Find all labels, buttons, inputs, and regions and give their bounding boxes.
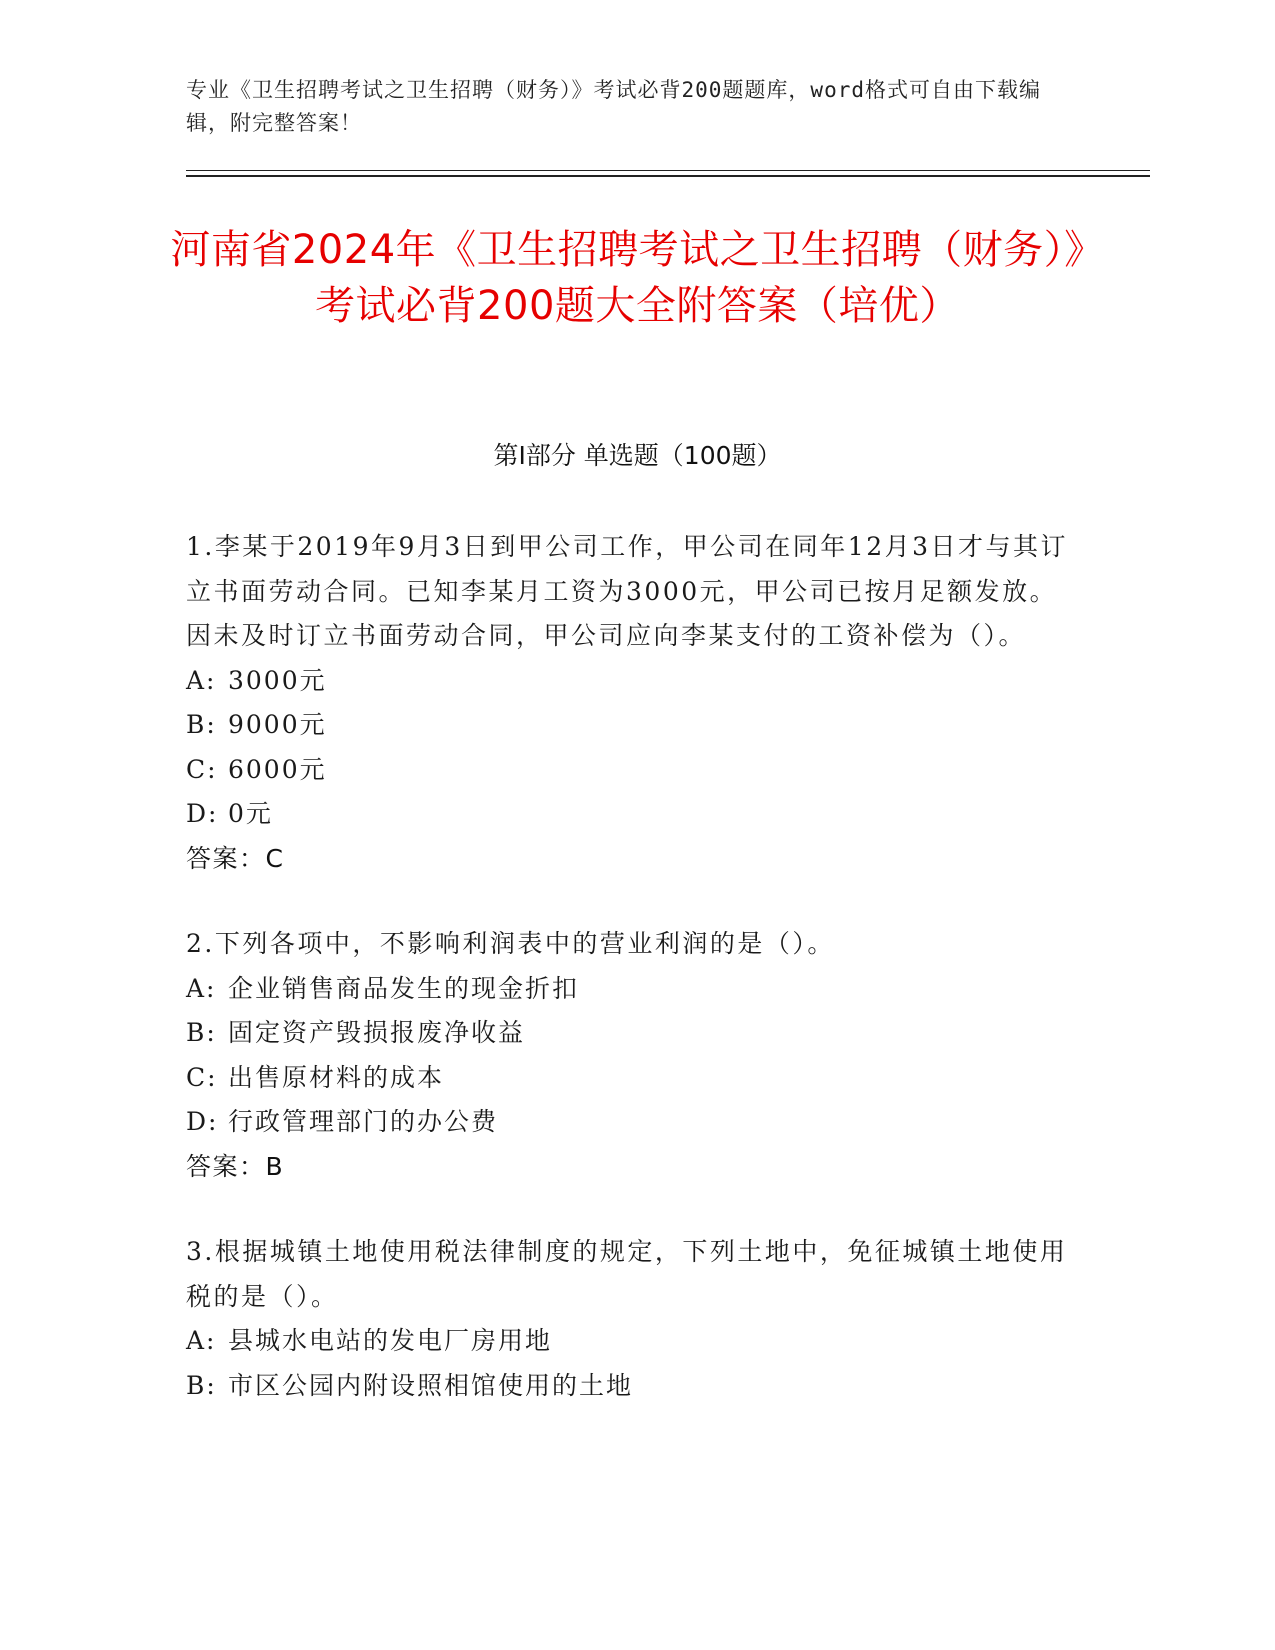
option-b [186,703,1076,748]
option-b [186,1364,1076,1409]
section-heading: 第I部分 单选题（100题） [493,441,782,470]
header-divider-bottom [186,175,1150,177]
option-text: 市区公园内附设照相馆使用的土地 [228,1370,634,1400]
question-stem: 1.李某于2019年9月3日到甲公司工作，甲公司在同年12月3日才与其订立书面劳动合同。已知李某月工资为3000元，甲公司已按月足额发放。因未及时订立书面劳动合同，甲公司应向李某支付的工资补偿为（）。 [186,532,1069,650]
question-item [186,922,1076,1189]
question-item [186,525,1076,881]
option-letter: D: [186,1107,219,1136]
option-text: 0元 [228,799,273,828]
option-letter: A: [186,665,217,695]
question-stem: 2.下列各项中，不影响利润表中的营业利润的是（）。 [186,929,835,958]
option-letter: C: [186,1062,218,1092]
option-text: 出售原材料的成本 [228,1062,445,1092]
option-a [186,967,1076,1012]
option-text: 县城水电站的发电厂房用地 [228,1326,553,1355]
option-text: 9000元 [228,710,327,739]
answer-line: 答案：B [186,1151,285,1181]
option-text: 6000元 [228,754,327,784]
option-letter: C: [186,754,218,784]
option-text: 3000元 [228,665,327,695]
option-letter: D: [186,799,219,828]
header-divider-top [186,170,1150,171]
document-title: 河南省2024年《卫生招聘考试之卫生招聘（财务）》考试必背200题大全附答案（培优） [170,227,1105,329]
question-list [186,525,1076,1449]
option-letter: B: [186,1018,217,1047]
option-letter: A: [186,973,217,1003]
option-letter: A: [186,1326,217,1355]
option-c [186,1056,1076,1101]
answer-line: 答案：C [186,843,285,873]
option-text: 企业销售商品发生的现金折扣 [228,973,580,1003]
question-stem: 3.根据城镇土地使用税法律制度的规定，下列土地中，免征城镇土地使用税的是（）。 [186,1237,1068,1311]
option-b [186,1011,1076,1056]
option-d [186,792,1076,837]
question-item [186,1230,1076,1408]
option-c [186,748,1076,793]
option-letter: B: [186,710,217,739]
option-letter: B: [186,1370,217,1400]
option-text: 固定资产毁损报废净收益 [228,1018,526,1047]
option-a [186,1319,1076,1364]
option-d [186,1100,1076,1145]
header-note: 专业《卫生招聘考试之卫生招聘（财务）》考试必背200题题库，word格式可自由下载编辑，附完整答案！ [186,78,1041,135]
option-a [186,659,1076,704]
option-text: 行政管理部门的办公费 [228,1107,499,1136]
